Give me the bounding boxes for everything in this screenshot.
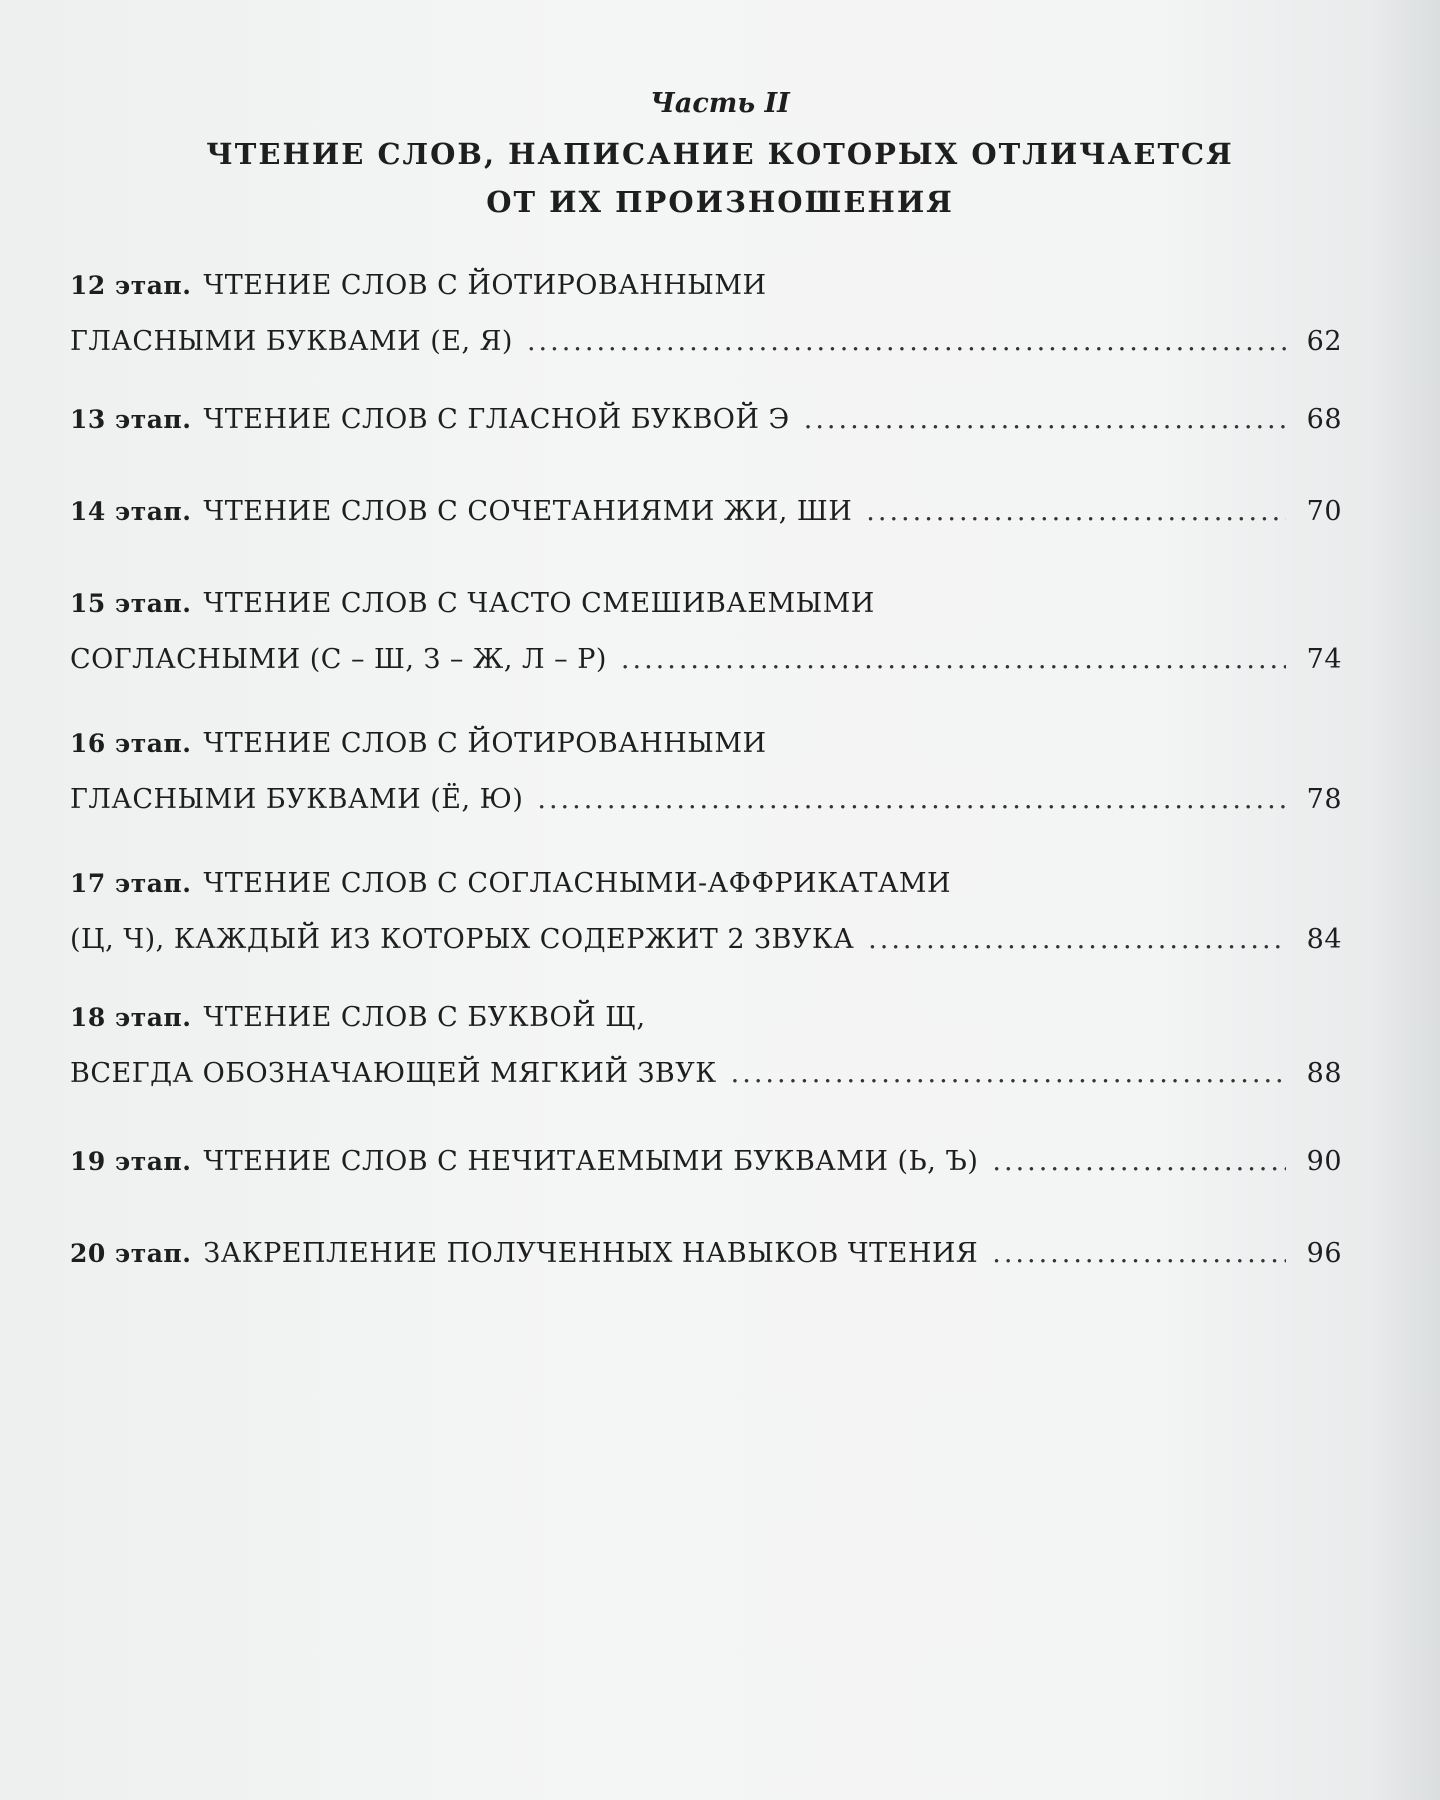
toc-page-number: 62	[1306, 326, 1342, 357]
toc-entry-line	[70, 772, 1342, 828]
toc-leader-dots	[992, 1226, 1286, 1282]
toc-stage-number: 17 этап.	[70, 869, 192, 898]
toc-page-number: 78	[1306, 784, 1342, 815]
toc-entry-line	[70, 1134, 1342, 1190]
toc-entry-18[interactable]	[70, 990, 1342, 1102]
toc-title-continued: ВСЕГДА ОБОЗНАЧАЮЩЕЙ МЯГКИЙ ЗВУК	[70, 1058, 717, 1089]
toc-page-number: 68	[1306, 404, 1342, 435]
toc-entry-line	[70, 990, 1342, 1046]
toc-page-number: 74	[1306, 644, 1342, 675]
toc-page-number: 90	[1306, 1146, 1342, 1177]
toc-entry-19[interactable]	[70, 1134, 1342, 1190]
toc-title-continued: ГЛАСНЫМИ БУКВАМИ (Ё, Ю)	[70, 784, 524, 815]
toc-stage-number: 18 этап.	[70, 1003, 192, 1032]
toc-stage-number: 19 этап.	[70, 1147, 192, 1176]
toc-page-number: 96	[1306, 1238, 1342, 1269]
toc-entry-12[interactable]	[70, 258, 1342, 370]
toc-title: ЗАКРЕПЛЕНИЕ ПОЛУЧЕННЫХ НАВЫКОВ ЧТЕНИЯ	[203, 1238, 979, 1269]
toc-page-number: 70	[1306, 496, 1342, 527]
toc-leader-dots	[731, 1046, 1286, 1102]
toc-entry-line	[70, 258, 1342, 314]
toc-leader-dots	[868, 912, 1286, 968]
toc-leader-dots	[992, 1134, 1286, 1190]
toc-entry-line	[70, 576, 1342, 632]
toc-stage-number: 13 этап.	[70, 405, 192, 434]
part-label: Часть II	[650, 88, 790, 119]
toc-entry-20[interactable]	[70, 1226, 1342, 1282]
toc-title: ЧТЕНИЕ СЛОВ С ЧАСТО СМЕШИВАЕМЫМИ	[203, 588, 875, 619]
toc-entry-line	[70, 716, 1342, 772]
toc-entry-line	[70, 912, 1342, 968]
toc-title: ЧТЕНИЕ СЛОВ С ЙОТИРОВАННЫМИ	[203, 270, 767, 301]
toc-title: ЧТЕНИЕ СЛОВ С ГЛАСНОЙ БУКВОЙ Э	[203, 404, 790, 435]
toc-stage-number: 15 этап.	[70, 589, 192, 618]
toc-page-number: 88	[1306, 1058, 1342, 1089]
toc-stage-number: 12 этап.	[70, 271, 192, 300]
toc-entry-17[interactable]	[70, 856, 1342, 968]
toc-entry-15[interactable]	[70, 576, 1342, 688]
toc-entry-line	[70, 856, 1342, 912]
toc-title-continued: (Ц, Ч), КАЖДЫЙ ИЗ КОТОРЫХ СОДЕРЖИТ 2 ЗВУКА	[70, 924, 855, 955]
toc-entry-14[interactable]	[70, 484, 1342, 540]
toc-entry-line	[70, 314, 1342, 370]
toc-title: ЧТЕНИЕ СЛОВ С НЕЧИТАЕМЫМИ БУКВАМИ (Ь, Ъ)	[203, 1146, 979, 1177]
toc-entry-line	[70, 392, 1342, 448]
toc-title: ЧТЕНИЕ СЛОВ С БУКВОЙ Щ,	[203, 1002, 646, 1033]
toc-title: ЧТЕНИЕ СЛОВ С СОЧЕТАНИЯМИ ЖИ, ШИ	[203, 496, 853, 527]
toc-page-number: 84	[1306, 924, 1342, 955]
toc-title: ЧТЕНИЕ СЛОВ С ЙОТИРОВАННЫМИ	[203, 728, 767, 759]
toc-entry-line	[70, 484, 1342, 540]
page-edge-shadow	[1370, 0, 1440, 1800]
toc-title: ЧТЕНИЕ СЛОВ С СОГЛАСНЫМИ-АФФРИКАТАМИ	[203, 868, 952, 899]
toc-leader-dots	[537, 772, 1286, 828]
toc-stage-number: 14 этап.	[70, 497, 192, 526]
toc-leader-dots	[866, 484, 1286, 540]
toc-entry-line	[70, 1046, 1342, 1102]
toc-entry-line	[70, 632, 1342, 688]
toc-title-continued: ГЛАСНЫМИ БУКВАМИ (Е, Я)	[70, 326, 513, 357]
toc-entry-16[interactable]	[70, 716, 1342, 828]
toc-leader-dots	[621, 632, 1286, 688]
toc-entry-line	[70, 1226, 1342, 1282]
toc-leader-dots	[804, 392, 1286, 448]
toc-title-continued: СОГЛАСНЫМИ (С – Ш, З – Ж, Л – Р)	[70, 644, 607, 675]
toc-stage-number: 20 этап.	[70, 1239, 192, 1268]
part-title-line-1: ЧТЕНИЕ СЛОВ, НАПИСАНИЕ КОТОРЫХ ОТЛИЧАЕТСЯ	[206, 137, 1234, 171]
toc-stage-number: 16 этап.	[70, 729, 192, 758]
part-title-line-2: ОТ ИХ ПРОИЗНОШЕНИЯ	[486, 185, 954, 219]
toc-leader-dots	[527, 314, 1286, 370]
part-title	[0, 130, 1440, 226]
toc-entry-13[interactable]	[70, 392, 1342, 448]
